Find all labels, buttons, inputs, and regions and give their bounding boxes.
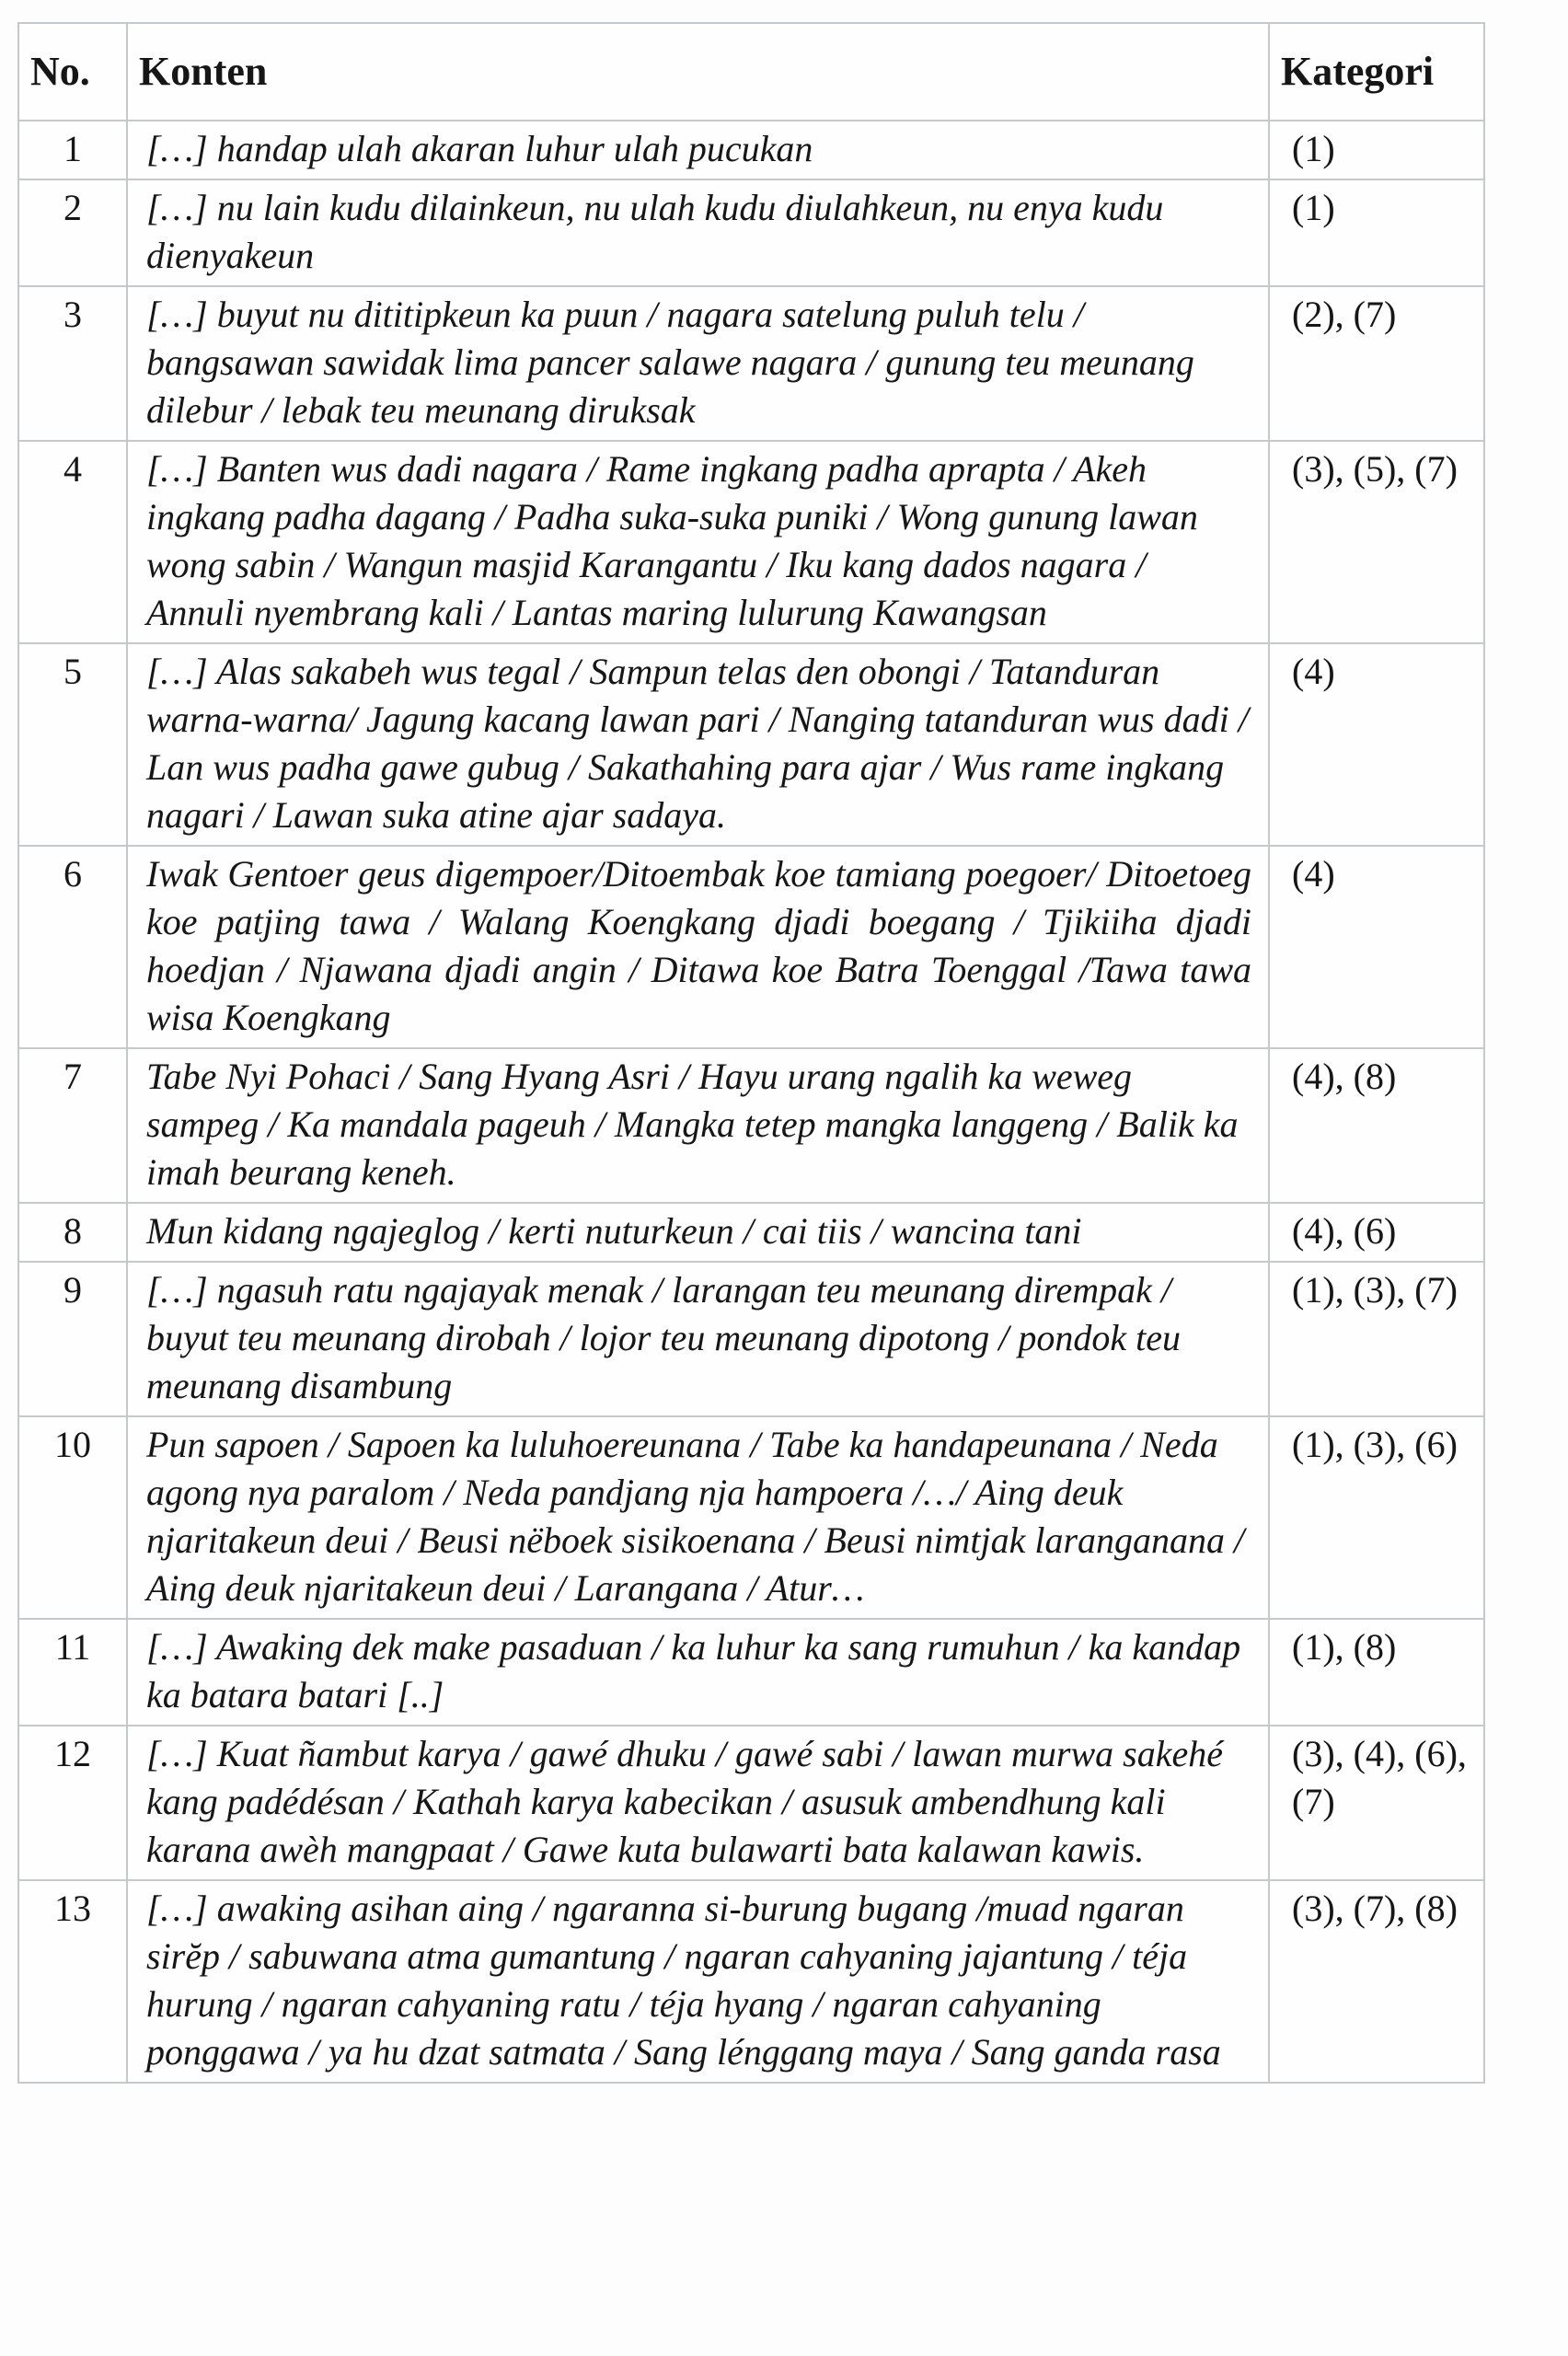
row-number-cell: 1 xyxy=(18,121,127,179)
table-row xyxy=(18,441,1484,643)
row-number-cell: 2 xyxy=(18,179,127,286)
kategori-cell: (1), (3), (6) xyxy=(1269,1416,1484,1619)
kategori-cell: (2), (7) xyxy=(1269,286,1484,441)
row-number-cell: 9 xyxy=(18,1262,127,1416)
row-number-cell: 3 xyxy=(18,286,127,441)
kategori-cell: (1), (3), (7) xyxy=(1269,1262,1484,1416)
table-row xyxy=(18,1726,1484,1880)
kategori-cell: (3), (4), (6), (7) xyxy=(1269,1726,1484,1880)
konten-cell: […] ngasuh ratu ngajayak menak / larangan teu meunang dirempak / buyut teu meunang dirobah / lojor teu meunang dipotong / pondok teu meunang disambung xyxy=(127,1262,1269,1416)
table-row xyxy=(18,179,1484,286)
header-konten: Konten xyxy=(127,23,1269,121)
table-row xyxy=(18,1416,1484,1619)
kategori-cell: (1), (8) xyxy=(1269,1619,1484,1726)
konten-cell: Mun kidang ngajeglog / kerti nuturkeun / cai tiis / wancina tani xyxy=(127,1203,1269,1262)
kategori-cell: (4), (6) xyxy=(1269,1203,1484,1262)
kategori-cell: (4), (8) xyxy=(1269,1048,1484,1203)
row-number-cell: 6 xyxy=(18,846,127,1048)
table-body xyxy=(18,121,1484,2083)
kategori-cell: (4) xyxy=(1269,643,1484,846)
row-number-cell: 7 xyxy=(18,1048,127,1203)
table-row xyxy=(18,1048,1484,1203)
konten-cell: […] buyut nu dititipkeun ka puun / nagara satelung puluh telu / bangsawan sawidak lima pancer salawe nagara / gunung teu meunang dilebur / lebak teu meunang diruksak xyxy=(127,286,1269,441)
row-number-cell: 4 xyxy=(18,441,127,643)
konten-cell: Pun sapoen / Sapoen ka luluhoereunana / Tabe ka handapeunana / Neda agong nya paralom / Neda pandjang nja hampoera /…/ Aing deuk njaritakeun deui / Beusi nëboek sisikoenana / Beusi nimtjak laranganana / Aing deuk njaritakeun deui / Larangana / Atur… xyxy=(127,1416,1269,1619)
row-number-cell: 8 xyxy=(18,1203,127,1262)
table-row xyxy=(18,643,1484,846)
kategori-cell: (4) xyxy=(1269,846,1484,1048)
kategori-cell: (3), (5), (7) xyxy=(1269,441,1484,643)
header-row xyxy=(18,23,1484,121)
header-kategori: Kategori xyxy=(1269,23,1484,121)
table-row xyxy=(18,1203,1484,1262)
konten-cell: […] nu lain kudu dilainkeun, nu ulah kudu diulahkeun, nu enya kudu dienyakeun xyxy=(127,179,1269,286)
kategori-cell: (1) xyxy=(1269,179,1484,286)
row-number-cell: 13 xyxy=(18,1880,127,2083)
konten-cell: Iwak Gentoer geus digempoer/Ditoembak koe tamiang poegoer/ Ditoetoeg koe patjing tawa / Walang Koengkang djadi boegang / Tjikiiha djadi hoedjan / Njawana djadi angin / Ditawa koe Batra Toenggal /Tawa tawa wisa Koengkang xyxy=(127,846,1269,1048)
table-row xyxy=(18,1262,1484,1416)
table-row xyxy=(18,121,1484,179)
konten-cell: […] Awaking dek make pasaduan / ka luhur ka sang rumuhun / ka kandap ka batara batari [..] xyxy=(127,1619,1269,1726)
konten-cell: […] awaking asihan aing / ngaranna si-burung bugang /muad ngaran sirĕp / sabuwana atma gumantung / ngaran cahyaning jajantung / téja hurung / ngaran cahyaning ratu / téja hyang / ngaran cahyaning ponggawa / ya hu dzat satmata / Sang lénggang maya / Sang ganda rasa xyxy=(127,1880,1269,2083)
row-number-cell: 11 xyxy=(18,1619,127,1726)
row-number-cell: 5 xyxy=(18,643,127,846)
konten-cell: […] Banten wus dadi nagara / Rame ingkang padha aprapta / Akeh ingkang padha dagang / Padha suka-suka puniki / Wong gunung lawan wong sabin / Wangun masjid Karangantu / Iku kang dados nagara / Annuli nyembrang kali / Lantas maring lulurung Kawangsan xyxy=(127,441,1269,643)
header-no: No. xyxy=(18,23,127,121)
kategori-cell: (1) xyxy=(1269,121,1484,179)
konten-kategori-table xyxy=(17,22,1485,2084)
konten-cell: […] handap ulah akaran luhur ulah pucukan xyxy=(127,121,1269,179)
table-row xyxy=(18,286,1484,441)
table-row xyxy=(18,1619,1484,1726)
row-number-cell: 12 xyxy=(18,1726,127,1880)
row-number-cell: 10 xyxy=(18,1416,127,1619)
konten-cell: […] Kuat ñambut karya / gawé dhuku / gawé sabi / lawan murwa sakehé kang padédésan / Kathah karya kabecikan / asusuk ambendhung kali karana awèh mangpaat / Gawe kuta bulawarti bata kalawan kawis. xyxy=(127,1726,1269,1880)
table-row xyxy=(18,846,1484,1048)
konten-cell: Tabe Nyi Pohaci / Sang Hyang Asri / Hayu urang ngalih ka weweg sampeg / Ka mandala pageuh / Mangka tetep mangka langgeng / Balik ka imah beurang keneh. xyxy=(127,1048,1269,1203)
table-row xyxy=(18,1880,1484,2083)
konten-cell: […] Alas sakabeh wus tegal / Sampun telas den obongi / Tatanduran warna-warna/ Jagung kacang lawan pari / Nanging tatanduran wus dadi / Lan wus padha gawe gubug / Sakathahing para ajar / Wus rame ingkang nagari / Lawan suka atine ajar sadaya. xyxy=(127,643,1269,846)
kategori-cell: (3), (7), (8) xyxy=(1269,1880,1484,2083)
